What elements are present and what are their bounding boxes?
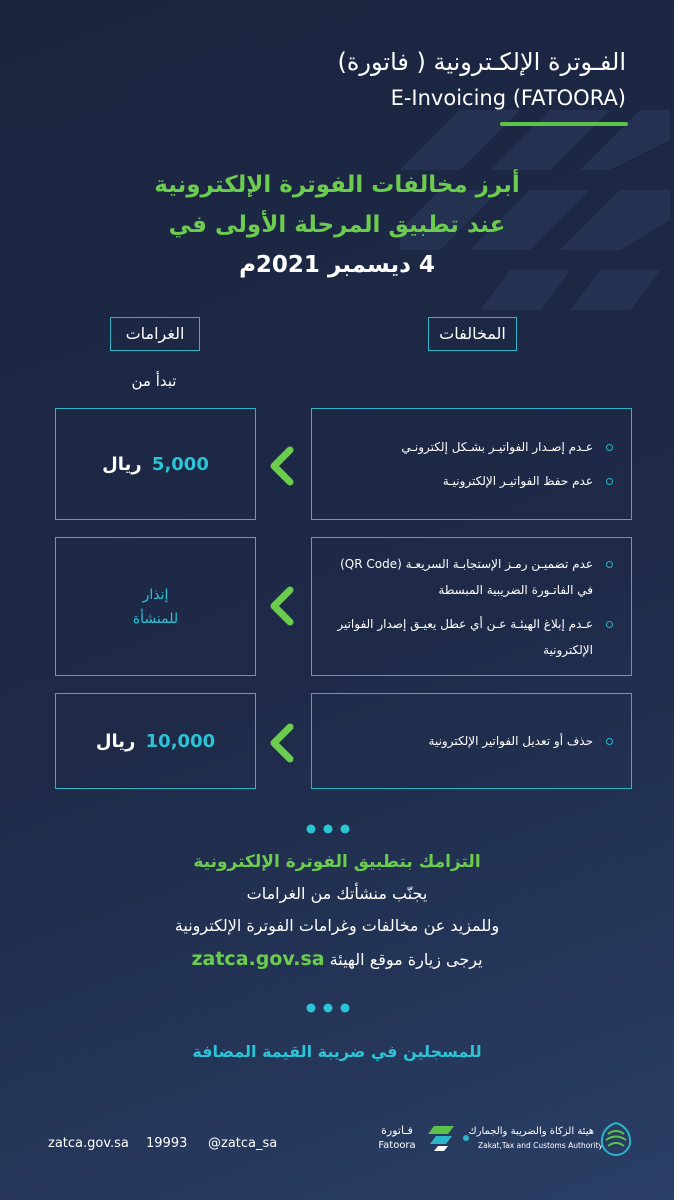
footer-handle[interactable]: @zatca_sa (208, 1136, 278, 1151)
fatoora-logo-ar: فـاتورة (381, 1124, 413, 1137)
violations-box-2 (311, 537, 632, 676)
chevron-left-icon (268, 586, 296, 626)
fatoora-logo (370, 1120, 470, 1156)
cta-line4 (0, 948, 674, 970)
background-stripes (400, 110, 670, 310)
fine-box-1 (55, 408, 256, 520)
violations-box-3 (311, 693, 632, 789)
fatoora-mark-icon (426, 1124, 458, 1152)
header-underline (500, 122, 628, 126)
fatoora-logo-en: Fatoora (378, 1140, 416, 1151)
header-title-arabic: الفـوترة الإلكـترونية ( فاتورة) (337, 48, 626, 76)
zatca-emblem-icon (600, 1122, 632, 1156)
headline-line2: عند تطبيق المرحلة الأولى في (168, 212, 506, 238)
chevron-left-icon (268, 446, 296, 486)
violation-item: عـدم إصـدار الفواتيـر بشـكل إلكترونـي (332, 434, 593, 460)
footer-website[interactable]: zatca.gov.sa (48, 1136, 129, 1151)
violation-item: عدم حفظ الفواتيـر الإلكترونيـة (332, 468, 593, 494)
dots-separator (306, 824, 350, 834)
cta-line2: يجنّب منشأتك من الغرامات (246, 884, 428, 903)
fine-box-3 (55, 693, 256, 789)
fine-amount-3: 10,000 ريال (95, 730, 216, 752)
fine-box-2 (55, 537, 256, 676)
headline-date: 4 ديسمبر 2021م (239, 252, 435, 278)
violations-box-1 (311, 408, 632, 520)
violations-label: المخالفات (428, 317, 517, 351)
cta-headline: التزامك بتطبيق الفوترة الإلكترونية (193, 852, 481, 872)
headline-line1: أبرز مخالفات الفوترة الإلكترونية (154, 172, 520, 198)
cta-line3: وللمزيد عن مخالفات وغرامات الفوترة الإلكترونية (174, 916, 500, 935)
cta-visit-text: يرجى زيارة موقع الهيئة (329, 950, 483, 969)
authority-name-en: Zakat,Tax and Customs Authority (478, 1141, 603, 1150)
footer-phone: 19993 (146, 1136, 188, 1151)
dots-separator (306, 1003, 350, 1013)
starts-from-label: تبدأ من (131, 372, 177, 390)
authority-name-ar: هيئة الزكاة والضريبة والجمارك (468, 1126, 594, 1137)
header-title-english: E-Invoicing (FATOORA) (390, 86, 626, 110)
violation-item: عـدم إبلاغ الهيئـة عـن أي عطل يعيـق إصدار الفواتير الإلكترونية (332, 611, 593, 663)
fines-label: الغرامات (110, 317, 200, 351)
chevron-left-icon (268, 723, 296, 763)
website-link[interactable]: zatca.gov.sa (191, 948, 325, 970)
fine-warning: إنذار للمنشأة (132, 586, 179, 627)
audience-note: للمسجلين في ضريبة القيمة المضافة (192, 1042, 482, 1061)
violation-item: عدم تضميـن رمـز الإستجابـة السريعـة (QR Code) في الفاتـورة الضريبية المبسطة (332, 551, 593, 603)
fine-amount-1: 5,000 ريال (102, 453, 209, 475)
violation-item: حذف أو تعديل الفواتير الإلكترونية (332, 728, 593, 754)
zatca-logo (468, 1120, 634, 1160)
